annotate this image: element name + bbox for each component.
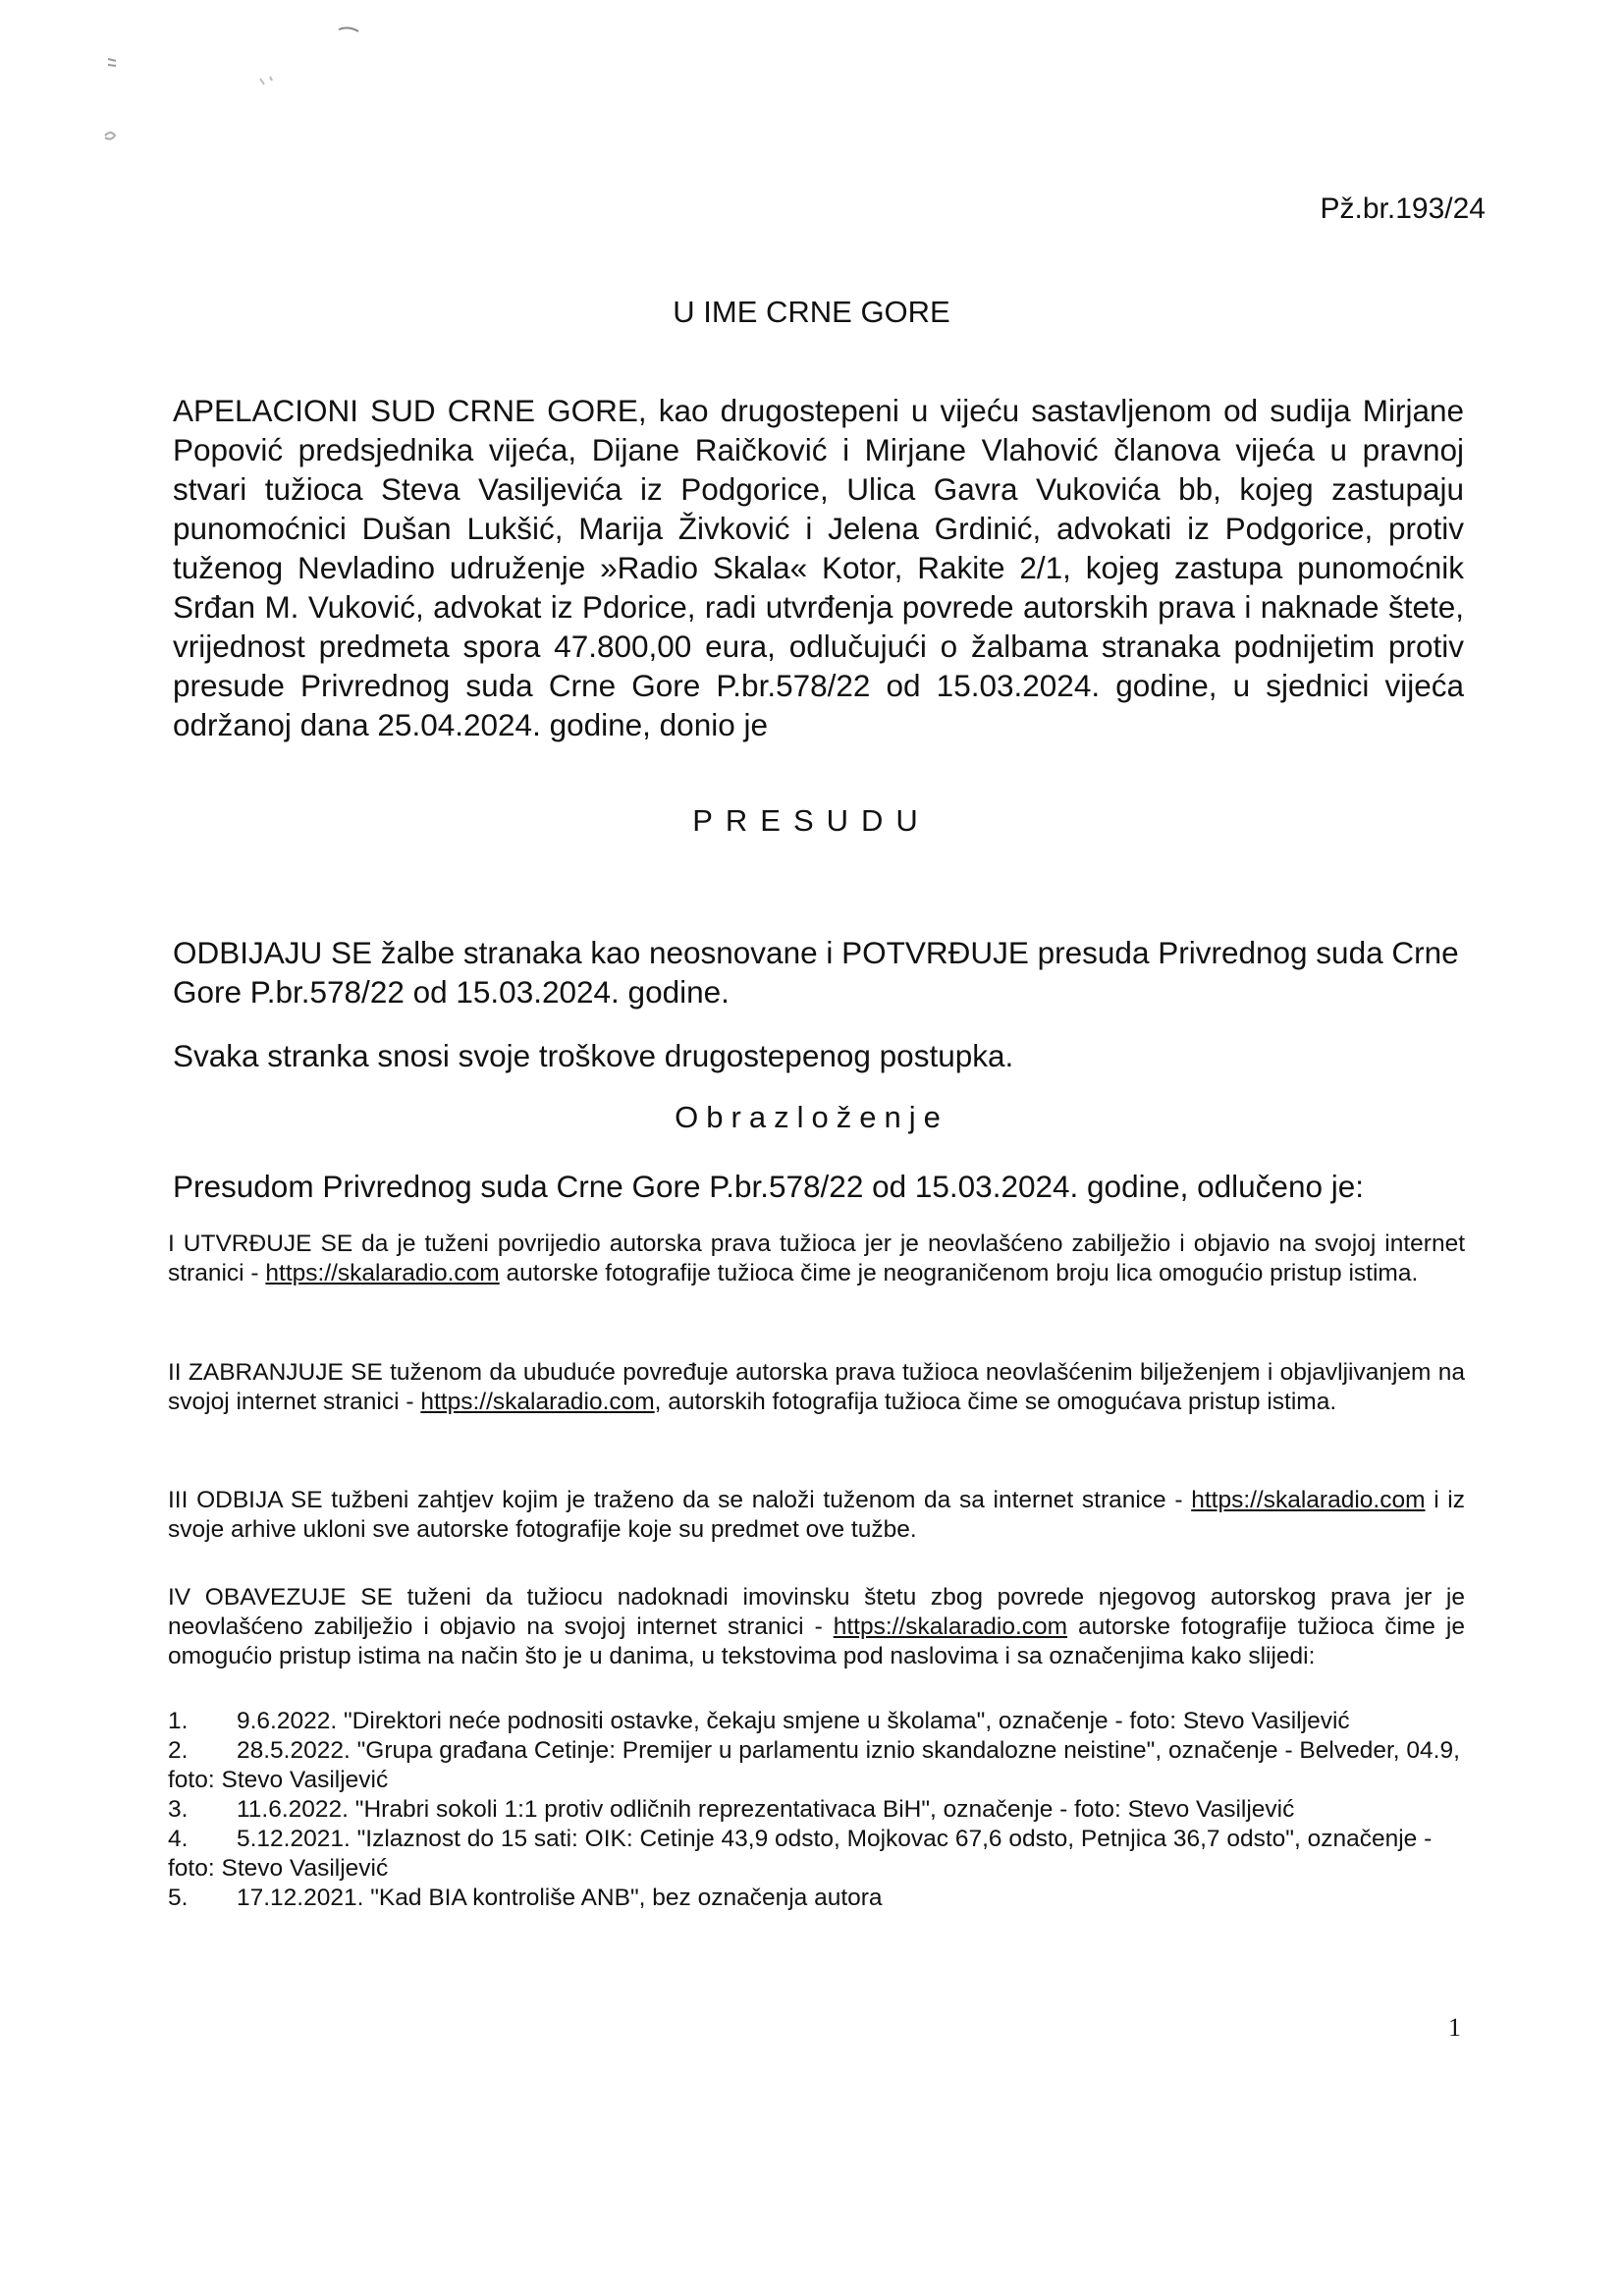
case-number: Pž.br.193/24 [1320,192,1486,225]
item-text: i iz svoje arhive ukloni sve autorske fotografije koje su predmet ove tužbe. [168,1487,1466,1543]
reasoning-item-4 [168,1583,1465,1671]
publication-list [168,1707,1465,1913]
invocation-heading: U IME CRNE GORE [673,295,950,329]
item-text: autorske fotografije tužioca čime je neograničenom broju lica omogućio pristup istima. [499,1260,1419,1286]
item-text: autorske fotografije tužioca čime je omogućio pristup istima na način što je u danima, u tekstovima pod naslovima i sa označenjima kako slijedi: [168,1613,1465,1669]
item-text: IV OBAVEZUJE SE tuženi da tužiocu nadoknadi imovinsku štetu zbog povrede njegovog autorskog prava jer je neovlašćeno zabilježio i objavio na svojoj internet stranici - [168,1584,1465,1640]
reasoning-item-2 [168,1358,1465,1417]
website-link[interactable]: https://skalaradio.com [420,1389,655,1415]
scan-marks [93,20,388,157]
list-item [168,1736,1465,1795]
item-text: , autorskih fotografija tužioca čime se omogućava pristup istima. [654,1389,1337,1415]
list-number: 5. [168,1885,189,1911]
list-number: 4. [168,1826,189,1852]
list-item [168,1825,1465,1884]
list-text: 11.6.2022. "Hrabri sokoli 1:1 protiv odličnih reprezentativaca BiH", označenje - foto: Stevo Vasiljević [237,1796,1295,1823]
website-link[interactable]: https://skalaradio.com [265,1260,500,1286]
item-text: III ODBIJA SE tužbeni zahtjev kojim je traženo da se naloži tuženom da sa internet stranice - [168,1487,1192,1513]
list-text: 9.6.2022. "Direktori neće podnositi ostavke, čekaju smjene u školama", označenje - foto: Stevo Vasiljević [237,1708,1350,1734]
reasoning-intro: Presudom Privrednog suda Crne Gore P.br.578/22 od 15.03.2024. godine, odlučeno je: [173,1169,1365,1204]
costs-paragraph: Svaka stranka snosi svoje troškove drugostepenog postupka. [173,1038,1014,1073]
intro-paragraph: APELACIONI SUD CRNE GORE, kao drugostepeni u vijeću sastavljenom od sudija Mirjane Popović predsjednika vijeća, Dijane Raičković i Mirjane Vlahović članova vijeća u pravnoj stvari tužioca Steva Vasiljevića iz Podgorice, Ulica Gavra Vukovića bb, kojeg zastupaju punomoćnici Dušan Lukšić, Marija Živković i Jelena Grdinić, advokati iz Podgorice, protiv tuženog Nevladino udruženje »Radio Skala« Kotor, Rakite 2/1, kojeg zastupa punomoćnik Srđan M. Vuković, advokat iz Pdorice, radi utvrđenja povrede autorskih prava i naknade štete, vrijednost predmeta spora 47.800,00 eura, odlučujući o žalbama stranaka podnijetim protiv presude Privrednog suda Crne Gore P.br.578/22 od 15.03.2024. godine, u sjednici vijeća održanoj dana 25.04.2024. godine, donio je [173,393,1464,742]
verdict-title: PRESUDU [692,803,931,838]
reasoning-title: Obrazloženje [675,1100,948,1134]
list-text: 5.12.2021. "Izlaznost do 15 sati: OIK: Cetinje 43,9 odsto, Mojkovac 67,6 odsto, Petnjica 36,7 odsto", označenje - foto: Stevo Vasiljević [168,1826,1433,1882]
reasoning-item-1 [168,1230,1465,1288]
list-text: 17.12.2021. "Kad BIA kontroliše ANB", bez označenja autora [237,1885,883,1911]
list-number: 2. [168,1737,189,1764]
list-item [168,1795,1465,1825]
list-text: 28.5.2022. "Grupa građana Cetinje: Premijer u parlamentu iznio skandalozne neistine", označenje - Belveder, 04.9, foto: Stevo Vasiljević [168,1737,1460,1793]
ruling-paragraph: ODBIJAJU SE žalbe stranaka kao neosnovane i POTVRĐUJE presuda Privrednog suda Crne Gore P.br.578/22 od 15.03.2024. godine. [173,935,1459,1010]
list-number: 1. [168,1708,189,1734]
website-link[interactable]: https://skalaradio.com [833,1613,1068,1640]
list-item [168,1707,1465,1736]
list-number: 3. [168,1796,189,1823]
item-text: II ZABRANJUJE SE tuženom da ubuduće povređuje autorska prava tužioca neovlašćenim bilježenjem i objavljivanjem na svojoj internet stranici - [168,1359,1465,1415]
reasoning-item-3 [168,1486,1465,1545]
list-item [168,1884,1465,1913]
item-text: I UTVRĐUJE SE da je tuženi povrijedio autorska prava tužioca jer je neovlašćeno zabilježio i objavio na svojoj internet stranici - [168,1230,1465,1286]
website-link[interactable]: https://skalaradio.com [1191,1487,1426,1513]
page-number: 1 [1448,2013,1461,2042]
